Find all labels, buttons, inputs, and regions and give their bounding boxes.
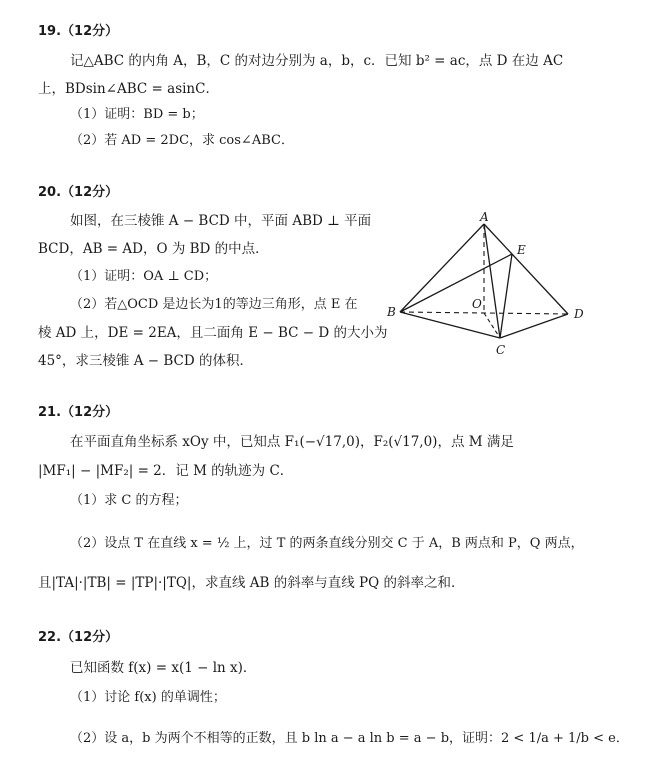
label-a: A xyxy=(480,212,489,224)
edge-bc xyxy=(400,312,500,338)
q20-part2b: 棱 AD 上，DE = 2EA，且二面角 E − BC − D 的大小为 xyxy=(38,325,388,341)
q19-header: 19.（12分） xyxy=(38,24,119,39)
q19-line2: 上，BDsin∠ABC = asinC． xyxy=(38,81,219,97)
q20-part2a: （2）若△OCD 是边长为1的等边三角形，点 E 在 xyxy=(70,297,358,312)
label-o: O xyxy=(472,297,482,311)
label-c: C xyxy=(496,343,506,357)
q22-part2: （2）设 a，b 为两个不相等的正数，且 b ln a − a ln b = a − b，证明：2 < 1/a + 1/b < e． xyxy=(70,731,629,746)
label-d: D xyxy=(574,307,584,321)
q20-line2: BCD，AB = AD，O 为 BD 的中点． xyxy=(38,241,269,257)
q20-part2c: 45°，求三棱锥 A − BCD 的体积． xyxy=(38,353,253,369)
edge-ad xyxy=(484,224,568,314)
label-b: B xyxy=(387,305,396,319)
label-e: E xyxy=(517,243,526,257)
q22-line1: 已知函数 f(x) = x(1 − ln x)． xyxy=(70,660,257,676)
tetrahedron-svg xyxy=(380,212,600,362)
q21-line1: 在平面直角坐标系 xOy 中，已知点 F₁(−√17,0)，F₂(√17,0)，点 M 满足 xyxy=(70,434,514,450)
q19-part1: （1）证明：BD = b； xyxy=(70,107,204,122)
q19-part2: （2）若 AD = 2DC，求 cos∠ABC． xyxy=(70,133,294,148)
edge-ac xyxy=(484,224,500,338)
q21-part2a: （2）设点 T 在直线 x = ½ 上，过 T 的两条直线分别交 C 于 A，B 两点和 P，Q 两点， xyxy=(70,536,584,551)
q20-part1: （1）证明：OA ⊥ CD； xyxy=(70,269,218,284)
q19-line1: 记△ABC 的内角 A，B，C 的对边分别为 a，b，c．已知 b² = ac，点 D 在边 AC xyxy=(70,53,564,69)
segment-ec xyxy=(500,254,512,338)
q22-part1: （1）讨论 f(x) 的单调性； xyxy=(70,690,226,705)
tetrahedron-figure xyxy=(380,212,600,362)
q21-header: 21.（12分） xyxy=(38,405,119,420)
q21-part1: （1）求 C 的方程； xyxy=(70,493,188,508)
q21-line2: |MF₁| − |MF₂| = 2．记 M 的轨迹为 C． xyxy=(38,463,294,479)
edge-cd xyxy=(500,314,568,338)
q20-line1: 如图，在三棱锥 A − BCD 中，平面 ABD ⊥ 平面 xyxy=(70,213,372,229)
q20-header: 20.（12分） xyxy=(38,185,119,200)
q22-header: 22.（12分） xyxy=(38,630,119,645)
q21-part2b: 且|TA|·|TB| = |TP|·|TQ|，求直线 AB 的斜率与直线 PQ 的斜率之和． xyxy=(38,575,465,591)
